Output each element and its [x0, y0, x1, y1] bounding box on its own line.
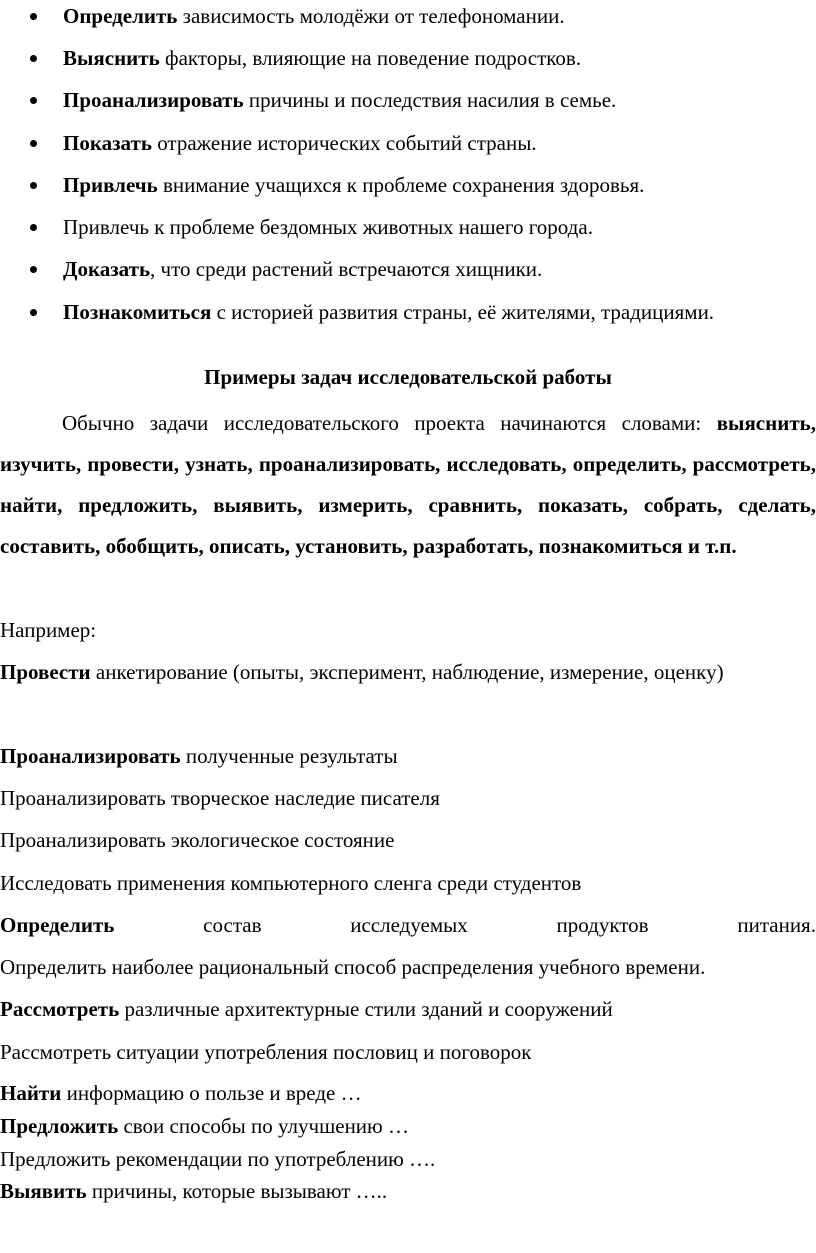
- example-verb: Выявить: [0, 1179, 87, 1203]
- example-text: причины, которые вызывают …..: [86, 1179, 388, 1203]
- list-item: [0, 1, 816, 31]
- goal-text: Привлечь к проблеме бездомных животных нашего города.: [63, 215, 593, 239]
- goal-verb: Выяснить: [63, 46, 160, 70]
- example-line: Исследовать применения компьютерного сленга среди студентов: [0, 871, 582, 895]
- intro-verbs: выяснить, изучить, провести, узнать, проанализировать, исследовать, определить, рассмотреть, найти, предложить, выявить, измерить, сравнить, показать, собрать, сделать, составить, обобщить, описать, установить, разработать, познакомиться и т.п.: [0, 411, 816, 558]
- intro-paragraph: [0, 403, 816, 567]
- example-word: исследуемых: [350, 913, 468, 937]
- list-item: [0, 170, 816, 200]
- goal-verb: Проанализировать: [63, 88, 244, 112]
- example-verb: Найти: [0, 1081, 62, 1105]
- example-text: анкетирование (опыты, эксперимент, наблюдение, измерение, оценку): [90, 660, 724, 684]
- example-line: Определить наиболее рациональный способ распределения учебного времени.: [0, 955, 706, 979]
- goal-text: с историей развития страны, её жителями, традициями.: [211, 300, 715, 324]
- bullet-icon: [30, 97, 37, 104]
- example-line: [0, 994, 816, 1024]
- goal-verb: Определить: [63, 4, 178, 28]
- bullet-icon: [30, 140, 37, 147]
- bullet-icon: [30, 182, 37, 189]
- list-item: [0, 297, 816, 327]
- example-line: [0, 1078, 816, 1108]
- example-verb: Рассмотреть: [0, 997, 120, 1021]
- example-text: свои способы по улучшению …: [118, 1114, 409, 1138]
- section-heading: Примеры задач исследовательской работы: [204, 365, 612, 389]
- example-text: полученные результаты: [180, 744, 398, 768]
- bullet-icon: [30, 224, 37, 231]
- goal-verb: Показать: [63, 131, 152, 155]
- goal-text: причины и последствия насилия в семье.: [243, 88, 617, 112]
- example-line: [0, 1176, 816, 1206]
- example-word: продуктов: [556, 913, 649, 937]
- list-item: [0, 43, 816, 73]
- example-line: [0, 652, 816, 693]
- bullet-icon: [30, 55, 37, 62]
- bullet-icon: [30, 309, 37, 316]
- example-text: информацию о пользе и вреде …: [61, 1081, 362, 1105]
- example-verb: Предложить: [0, 1114, 119, 1138]
- goal-verb: Познакомиться: [63, 300, 212, 324]
- goal-text: отражение исторических событий страны.: [151, 131, 537, 155]
- list-item: [0, 85, 816, 115]
- example-line: Рассмотреть ситуации употребления пословиц и поговорок: [0, 1040, 532, 1064]
- example-line: [0, 741, 816, 771]
- goal-verb: Привлечь: [63, 173, 158, 197]
- goal-text: , что среди растений встречаются хищники.: [150, 257, 543, 281]
- intro-text: Обычно задачи исследовательского проекта начинаются словами:: [62, 411, 717, 435]
- example-label: Например:: [0, 618, 97, 642]
- example-line: Предложить рекомендации по употреблению ….: [0, 1147, 436, 1171]
- example-text: различные архитектурные стили зданий и сооружений: [119, 997, 613, 1021]
- example-line: Проанализировать творческое наследие писателя: [0, 786, 440, 810]
- bullet-icon: [30, 13, 37, 20]
- goal-text: зависимость молодёжи от телефономании.: [177, 4, 565, 28]
- list-item: [0, 128, 816, 158]
- example-word: состав: [203, 913, 262, 937]
- example-line: [0, 910, 816, 940]
- example-word: питания.: [737, 913, 816, 937]
- example-line: Проанализировать экологическое состояние: [0, 828, 395, 852]
- goal-verb: Доказать: [63, 257, 151, 281]
- example-verb: Провести: [0, 660, 91, 684]
- example-verb: Определить: [0, 913, 115, 937]
- list-item: [0, 212, 816, 242]
- example-verb: Проанализировать: [0, 744, 181, 768]
- goal-text: факторы, влияющие на поведение подростков.: [159, 46, 582, 70]
- goal-text: внимание учащихся к проблеме сохранения здоровья.: [157, 173, 645, 197]
- list-item: [0, 254, 816, 284]
- bullet-icon: [30, 266, 37, 273]
- example-line: [0, 1111, 816, 1141]
